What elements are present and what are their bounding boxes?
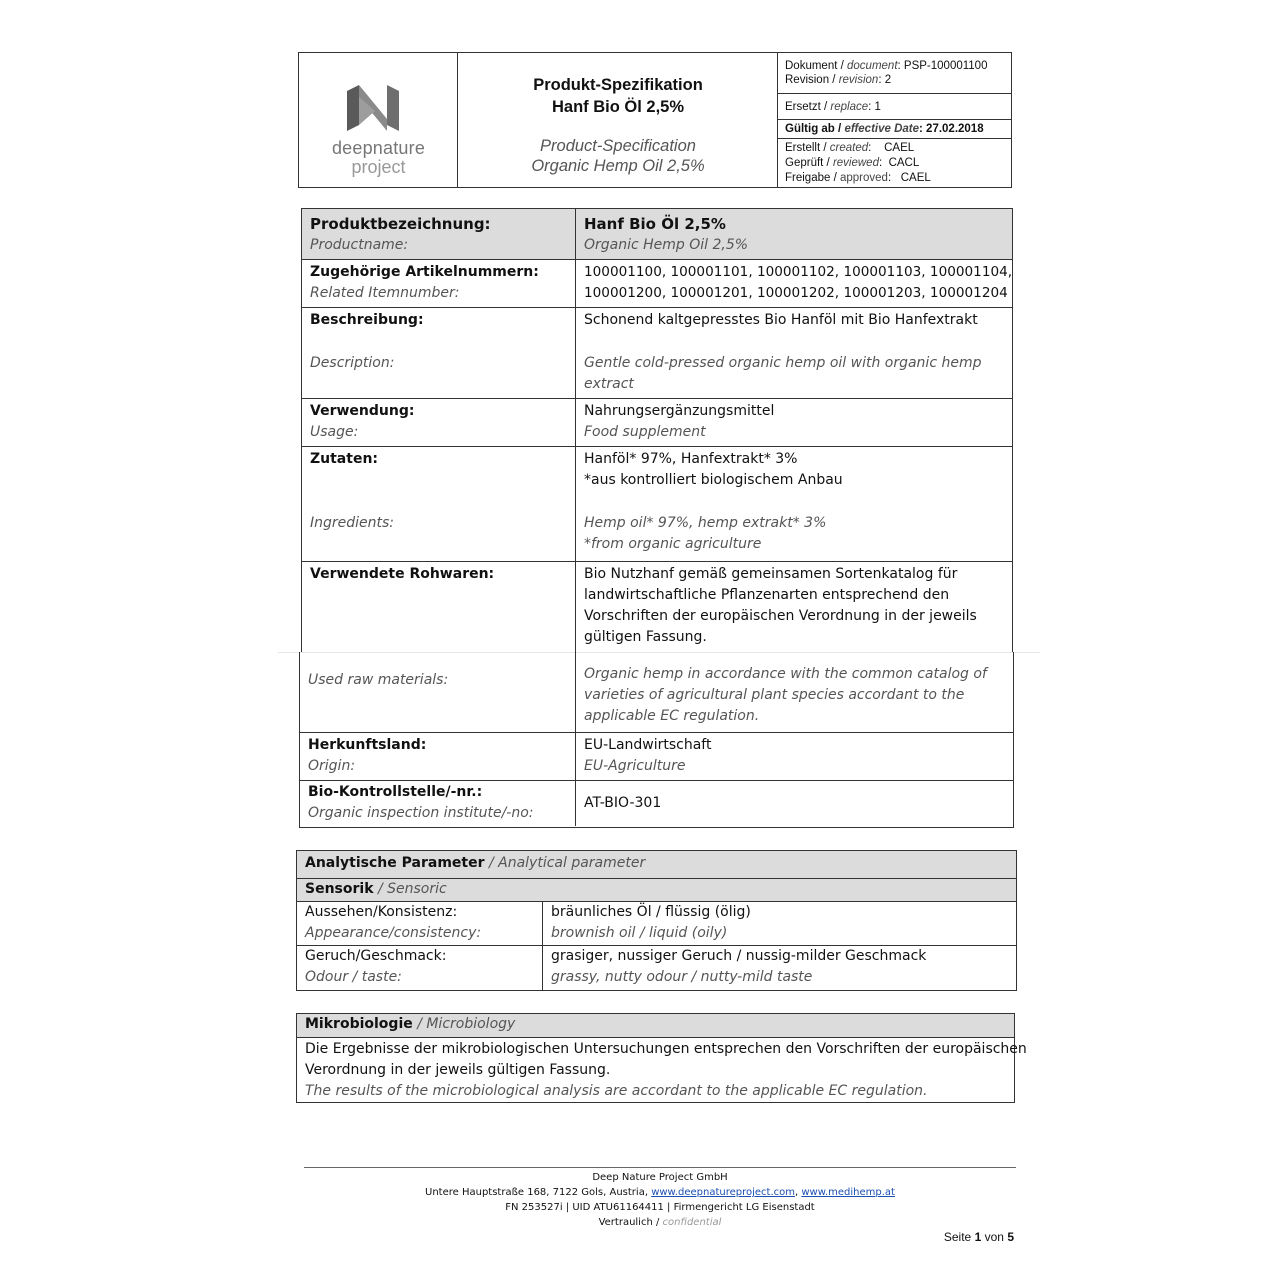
raw-de-line-1: Bio Nutzhanf gemäß gemeinsamen Sortenkatalog für	[584, 566, 958, 582]
raw-de-line-3: Vorschriften der europäischen Verordnung in der jeweils	[584, 608, 977, 624]
spec-row-ingredients	[302, 446, 1012, 561]
doc-title-en-2: Organic Hemp Oil 2,5%	[531, 157, 705, 175]
description-value-en-1: Gentle cold-pressed organic hemp oil with organic hemp	[584, 355, 982, 371]
footer-registry: FN 253527i | UID ATU61164411 | Firmengericht LG Eisenstadt	[505, 1202, 815, 1213]
analytic-row-appearance	[297, 901, 1016, 945]
taste-value-en: grassy, nutty odour / nutty-mild taste	[551, 969, 813, 985]
footer-confidential	[304, 1215, 1016, 1230]
footer-confidential-de: Vertraulich /	[598, 1217, 660, 1228]
spec-row-productname	[302, 209, 1012, 259]
description-value-de: Schonend kaltgepresstes Bio Hanföl mit Bio Hanfextrakt	[584, 312, 978, 328]
analytic-title-de: Analytische Parameter	[305, 855, 485, 871]
spec-row-origin	[300, 732, 1013, 780]
title-cell	[458, 53, 778, 187]
meta-approved: Freigabe / approved: CAEL	[785, 172, 931, 184]
raw-en-line-2: varieties of agricultural plant species accordant to the	[584, 687, 965, 703]
deepnature-logo-icon	[345, 85, 401, 131]
meta-document: Dokument / document: PSP-100001100	[785, 60, 988, 72]
sensoric-title-en: / Sensoric	[377, 881, 447, 897]
itemnumbers-label-en: Related Itemnumber:	[310, 285, 460, 301]
micro-text-en: The results of the microbiological analysis are accordant to the applicable EC regulation.	[305, 1083, 928, 1099]
analytic-table	[296, 850, 1017, 991]
appearance-label-en: Appearance/consistency:	[305, 925, 482, 941]
document-meta	[778, 53, 1011, 187]
itemnumbers-line-2: 100001200, 100001201, 100001202, 100001203, 100001204	[584, 285, 1008, 301]
footer-confidential-en: confidential	[662, 1217, 722, 1228]
micro-text-de-1: Die Ergebnisse der mikrobiologischen Untersuchungen entsprechen den Vorschriften der europäischen	[305, 1041, 1027, 1057]
raw-en-line-1: Organic hemp in accordance with the common catalog of	[584, 666, 987, 682]
raw-en-line-3: applicable EC regulation.	[584, 708, 760, 724]
ingredients-value-en-2: *from organic agriculture	[584, 536, 762, 552]
productname-label-de: Produktbezeichnung:	[310, 215, 491, 233]
description-value-en-2: extract	[584, 376, 634, 392]
micro-body	[297, 1037, 1027, 1102]
spec-row-description	[302, 307, 1012, 398]
ingredients-value-de-2: *aus kontrolliert biologischem Anbau	[584, 472, 843, 488]
spec-row-raw-en	[300, 652, 1013, 732]
origin-value-de: EU-Landwirtschaft	[584, 737, 712, 753]
analytic-title-row	[297, 851, 1016, 878]
micro-text-de-2: Verordnung in der jeweils gültigen Fassung.	[305, 1062, 611, 1078]
doc-title-de-1: Produkt-Spezifikation	[533, 76, 703, 94]
origin-value-en: EU-Agriculture	[584, 758, 686, 774]
raw-label-en: Used raw materials:	[308, 672, 449, 688]
raw-label-de: Verwendete Rohwaren:	[310, 566, 495, 582]
analytic-row-taste	[297, 945, 1016, 990]
appearance-label-de: Aussehen/Konsistenz:	[305, 904, 458, 920]
ingredients-value-de-1: Hanföl* 97%, Hanfextrakt* 3%	[584, 451, 798, 467]
footer-address: Untere Hauptstraße 168, 7122 Gols, Austria,	[425, 1187, 648, 1198]
usage-label-de: Verwendung:	[310, 403, 415, 419]
productname-label-en: Productname:	[310, 237, 409, 253]
footer-address-line: Untere Hauptstraße 168, 7122 Gols, Austria, www.deepnatureproject.com, www.medihemp.at	[425, 1187, 895, 1198]
logo-cell	[299, 53, 458, 187]
sensoric-title-de: Sensorik	[305, 881, 374, 897]
spec-table-lower	[299, 652, 1014, 828]
appearance-value-de: bräunliches Öl / flüssig (ölig)	[551, 904, 751, 920]
spec-table-upper	[301, 208, 1013, 652]
taste-label-de: Geruch/Geschmack:	[305, 948, 447, 964]
ingredients-label-en: Ingredients:	[310, 515, 395, 531]
spec-row-itemnumbers	[302, 259, 1012, 307]
spec-row-usage	[302, 398, 1012, 446]
taste-label-en: Odour / taste:	[305, 969, 402, 985]
footer-link-medihemp[interactable]: www.medihemp.at	[801, 1187, 895, 1198]
productname-value-en: Organic Hemp Oil 2,5%	[584, 237, 749, 253]
footer-divider	[304, 1167, 1016, 1168]
footer-link-deepnature[interactable]: www.deepnatureproject.com	[651, 1187, 795, 1198]
doc-title-de-2: Hanf Bio Öl 2,5%	[551, 98, 685, 116]
meta-created: Erstellt / created: CAEL	[785, 142, 915, 154]
appearance-value-en: brownish oil / liquid (oily)	[551, 925, 728, 941]
spec-row-raw-de	[302, 561, 1012, 653]
page-number: Seite 1 von 5	[943, 1230, 1014, 1244]
micro-title-en: / Microbiology	[417, 1016, 516, 1032]
usage-value-de: Nahrungsergänzungsmittel	[584, 403, 775, 419]
ingredients-value-en-1: Hemp oil* 97%, hemp extrakt* 3%	[584, 515, 827, 531]
origin-label-en: Origin:	[308, 758, 356, 774]
spec-row-inspection	[300, 780, 1013, 826]
logo-wordmark: deepnature	[331, 138, 426, 158]
micro-title-row	[297, 1014, 1014, 1037]
description-label-de: Beschreibung:	[310, 312, 424, 328]
raw-de-line-2: landwirtschaftliche Pflanzenarten entsprechend den	[584, 587, 950, 603]
document-header	[298, 52, 1012, 188]
itemnumbers-line-1: 100001100, 100001101, 100001102, 100001103, 100001104,	[584, 264, 1013, 280]
usage-label-en: Usage:	[310, 424, 359, 440]
sensoric-title-row	[297, 878, 1016, 901]
meta-replace: Ersetzt / replace: 1	[778, 93, 1011, 119]
logo-subtitle: project	[351, 157, 406, 177]
micro-table	[296, 1013, 1027, 1103]
origin-label-de: Herkunftsland:	[308, 737, 427, 753]
analytic-title-en: / Analytical parameter	[488, 855, 646, 871]
meta-valid: Gültig ab / effective Date: 27.02.2018	[778, 119, 1011, 139]
doc-title-en-1: Product-Specification	[540, 137, 696, 155]
ingredients-label-de: Zutaten:	[310, 451, 379, 467]
inspection-label-de: Bio-Kontrollstelle/-nr.:	[308, 784, 483, 800]
footer-company: Deep Nature Project GmbH	[592, 1172, 728, 1183]
usage-value-en: Food supplement	[584, 424, 706, 440]
meta-reviewed: Geprüft / reviewed: CACL	[785, 157, 920, 169]
inspection-value: AT-BIO-301	[584, 795, 662, 811]
inspection-label-en: Organic inspection institute/-no:	[308, 805, 534, 821]
meta-revision: Revision / revision: 2	[785, 74, 892, 86]
taste-value-de: grasiger, nussiger Geruch / nussig-milder Geschmack	[551, 948, 927, 964]
micro-title-de: Mikrobiologie	[305, 1016, 413, 1032]
productname-value-de: Hanf Bio Öl 2,5%	[584, 215, 726, 233]
itemnumbers-label-de: Zugehörige Artikelnummern:	[310, 264, 539, 280]
raw-de-line-4: gültigen Fassung.	[584, 629, 707, 645]
description-label-en: Description:	[310, 355, 395, 371]
